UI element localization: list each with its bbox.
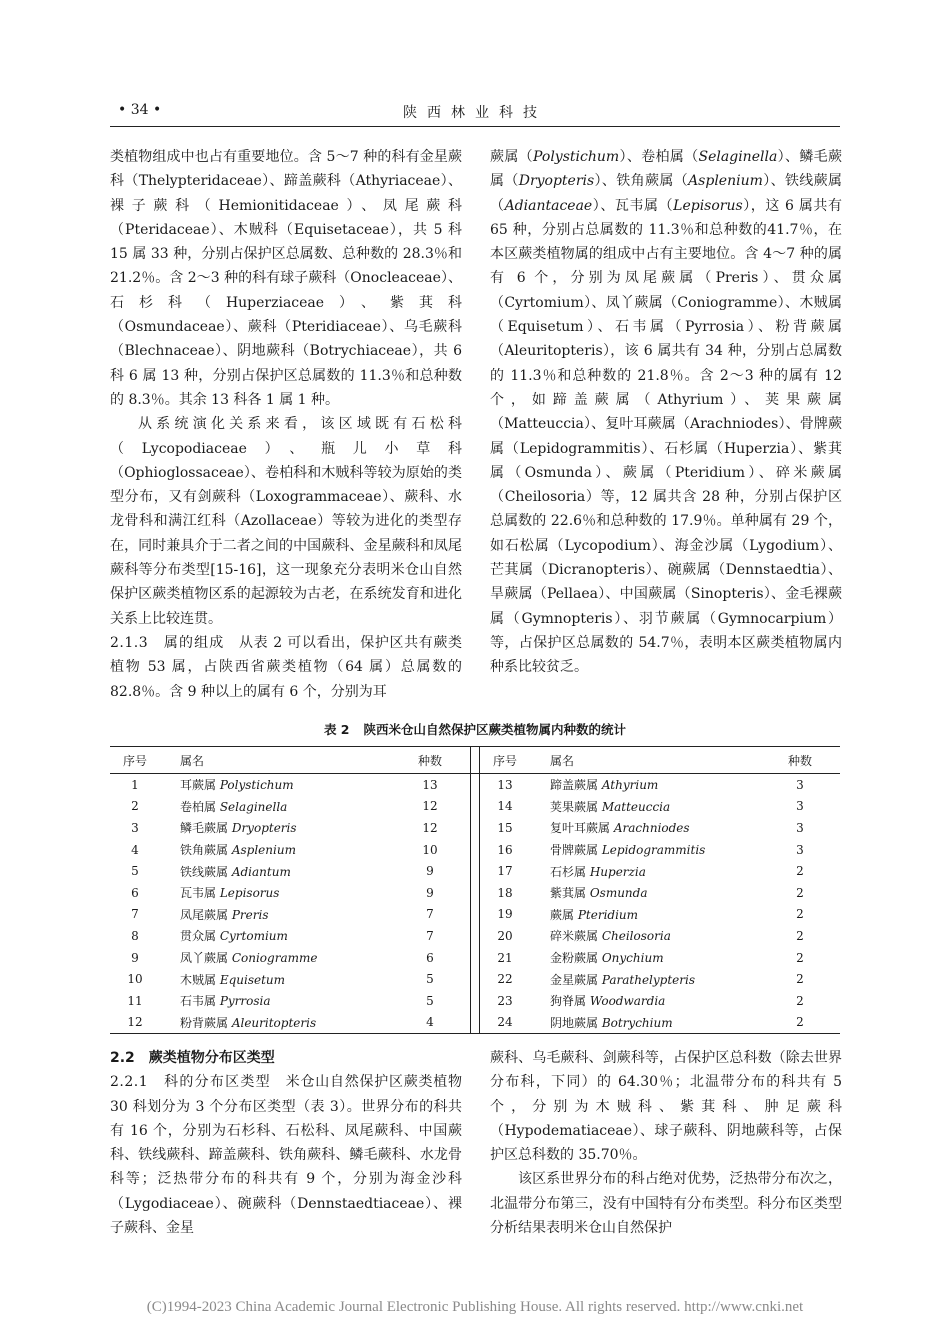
row-number: 11: [127, 993, 143, 1008]
genus-name: [530, 990, 760, 1012]
genus-chinese-name: 紫萁属: [550, 886, 590, 901]
genus-latin-name: Arachniodes: [613, 821, 690, 836]
genus-name: [160, 817, 390, 839]
genus-name: [160, 968, 390, 990]
genus-latin-name: Adiantum: [231, 864, 291, 879]
row-number: 4: [131, 842, 139, 857]
table-row: [110, 774, 840, 796]
genus-name: [160, 904, 390, 926]
species-count: 4: [426, 1015, 434, 1030]
genus-name: [530, 925, 760, 947]
genus-chinese-name: 石韦属: [180, 994, 220, 1009]
species-count: 7: [426, 928, 434, 943]
genus-latin-name: Coniogramme: [231, 951, 318, 966]
genus-latin-name: Polystichum: [219, 778, 294, 793]
paragraph-family-distribution: 2.2.1 科的分布区类型 米仓山自然保护区蕨类植物 30 科划分为 3 个分布区类型（表 3）。世界分布的科共有 16 个，分别为石杉科、石松科、凤尾蕨科、中国蕨科、铁线蕨科、蹄盖蕨科、铁角蕨科、鳞毛蕨科、水龙骨科等；泛热带分布的科共有 9 个，分别为海金沙科（Lygodiaceae）、碗蕨科（Dennstaedtiaceae）、裸子蕨科、金星: [110, 1074, 463, 1237]
genus-latin-name: Equisetum: [219, 972, 286, 987]
genus-latin-name: Preris: [231, 907, 269, 922]
genus-chinese-name: 石杉属: [550, 864, 590, 879]
row-number: 1: [131, 777, 139, 792]
species-count: 7: [426, 907, 434, 922]
row-number: 6: [131, 885, 139, 900]
genus-chinese-name: 狗脊属: [550, 994, 590, 1009]
row-number: 21: [497, 950, 513, 965]
table-divider: [471, 947, 480, 969]
table-divider: [471, 1012, 480, 1034]
species-count: 3: [796, 820, 804, 835]
genus-latin-name: Woodwardia: [589, 994, 666, 1009]
genus-chinese-name: 蕨属: [550, 907, 578, 922]
table-header-row: 序号 属名 种数 序号 属名 种数: [110, 747, 840, 774]
genus-chinese-name: 金粉蕨属: [550, 951, 602, 966]
running-header: [110, 98, 840, 124]
table-divider: [471, 774, 480, 796]
header-rule: [110, 126, 840, 127]
genus-chinese-name: 木贼属: [180, 972, 220, 987]
paragraph-distribution-summary: 该区系世界分布的科占绝对优势，泛热带分布次之，北温带分布第三，没有中国特有分布类型。科分布区类型分析结果表明米仓山自然保护: [490, 1171, 842, 1237]
genus-latin-name: Onychium: [601, 951, 664, 966]
row-number: 18: [497, 885, 513, 900]
row-number: 9: [131, 950, 139, 965]
genus-latin-name: Lepidogrammitis: [601, 843, 706, 858]
genus-name: [530, 904, 760, 926]
species-count: 5: [426, 993, 434, 1008]
left-column-bottom: [110, 1046, 462, 1240]
genus-chinese-name: 铁角蕨属: [180, 843, 232, 858]
row-number: 23: [497, 993, 513, 1008]
genus-latin-name: Osmunda: [589, 886, 648, 901]
genus-chinese-name: 金星蕨属: [550, 972, 602, 987]
species-count: 2: [796, 885, 804, 900]
species-count: 5: [426, 972, 434, 987]
genus-latin-name: Parathelypteris: [601, 972, 696, 987]
table-label: 表 2: [323, 722, 350, 737]
species-count: 2: [796, 907, 804, 922]
left-column-top: [110, 145, 462, 704]
paragraph-genus-continued: 蕨属（Polystichum）、卷柏属（Selaginella）、鳞毛蕨属（Dryopteris）、铁角蕨属（Asplenium）、铁线蕨属（Adiantaceae）、瓦韦属（Lepisorus），这 6 属共有 65 种，分别占总属数的 11.3％和总种数的41.7％，在本区蕨类植物属的组成中占有主要地位。含 4～7 种的属有 6 个，分别为凤尾蕨属（Preris）、贯众属（Cyrtomium）、凤丫蕨属（Coniogramme）、木贼属（Equisetum）、石韦属（Pyrrosia）、粉背蕨属（Aleuritopteris），该 6 属共有 34 种，分别占总属数的 11.3％和总种数的 21.8％。含 2～3 种的属有 12 个，如蹄盖蕨属（Athyrium）、荚果蕨属（Matteuccia）、复叶耳蕨属（Arachniodes）、骨牌蕨属（Lepidogrammitis）、石杉属（Huperzia）、紫萁属（Osmunda）、蕨属（Pteridium）、碎米蕨属（Cheilosoria）等，12 属共含 28 种，分别占保护区总属数的 22.6％和总种数的 17.9％。单种属有 29 个，如石松属（Lycopodium）、海金沙属（Lygodium）、芒萁属（Dicranopteris）、碗蕨属（Dennstaedtia）、旱蕨属（Pellaea）、中国蕨属（Sinopteris）、金毛裸蕨属（Gymnopteris）、羽节蕨属（Gymnocarpium）等，占保护区总属数的 54.7％，表明本区蕨类植物属内种系比较贫乏。: [490, 149, 843, 676]
table-title: 陕西米仓山自然保护区蕨类植物属内种数的统计: [363, 722, 627, 737]
genus-chinese-name: 骨牌蕨属: [550, 843, 602, 858]
genus-name: [530, 947, 760, 969]
journal-title: 陕西林业科技: [403, 105, 547, 121]
species-count: 10: [422, 842, 438, 857]
genus-chinese-name: 蹄盖蕨属: [550, 778, 602, 793]
genus-name: [530, 796, 760, 818]
genus-latin-name: Aleuritopteris: [231, 1015, 317, 1030]
row-number: 24: [497, 1015, 513, 1030]
table-row: [110, 860, 840, 882]
genus-chinese-name: 鳞毛蕨属: [180, 821, 232, 836]
genus-latin-name: Huperzia: [589, 864, 646, 879]
genus-name: [160, 796, 390, 818]
table-row: [110, 947, 840, 969]
genus-latin-name: Pteridium: [577, 907, 639, 922]
genus-latin-name: Asplenium: [231, 843, 296, 858]
genus-chinese-name: 铁线蕨属: [180, 864, 232, 879]
page-number: • 34 •: [118, 102, 162, 118]
species-count: 2: [796, 950, 804, 965]
genus-latin-name: Cheilosoria: [601, 929, 671, 944]
species-count: 2: [796, 1015, 804, 1030]
table-row: [110, 990, 840, 1012]
genus-latin-name: Cyrtomium: [219, 929, 288, 944]
genus-species-table: [110, 746, 840, 1034]
table-divider: [471, 796, 480, 818]
genus-chinese-name: 凤丫蕨属: [180, 951, 232, 966]
genus-chinese-name: 复叶耳蕨属: [550, 821, 614, 836]
right-column-top: [490, 145, 842, 680]
genus-chinese-name: 粉背蕨属: [180, 1015, 232, 1030]
genus-name: [530, 774, 760, 796]
row-number: 8: [131, 928, 139, 943]
row-number: 22: [497, 972, 513, 987]
species-count: 13: [422, 777, 438, 792]
table-divider: [471, 817, 480, 839]
genus-latin-name: Athyrium: [601, 778, 659, 793]
subsection-heading-2-1-3: 2.1.3 属的组成: [110, 634, 225, 651]
subsection-heading-2-2-1: 2.2.1 科的分布区类型: [110, 1074, 271, 1091]
paragraph-distribution-continued: 蕨科、乌毛蕨科、剑蕨科等，占保护区总科数（除去世界分布科，下同）的 64.30％；北温带分布的科共有 5 个，分别为木贼科、紫萁科、肿足蕨科（Hypodematiaceae）、球子蕨科、阴地蕨科等，占保护区总科数的 35.70％。: [490, 1050, 842, 1164]
genus-composition-text: 从表 2 可以看出，保护区共有蕨类植物 53 属，占陕西省蕨类植物（64 属）总属数的 82.8％。含 9 种以上的属有 6 个，分别为耳: [110, 634, 463, 700]
table-divider: [471, 882, 480, 904]
row-number: 16: [497, 842, 513, 857]
genus-name: [530, 817, 760, 839]
species-count: 2: [796, 972, 804, 987]
genus-name: [530, 839, 760, 861]
table-row: [110, 796, 840, 818]
row-number: 20: [497, 928, 513, 943]
species-count: 2: [796, 864, 804, 879]
genus-chinese-name: 荚果蕨属: [550, 799, 602, 814]
table-divider: [471, 839, 480, 861]
table-row: [110, 839, 840, 861]
genus-chinese-name: 耳蕨属: [180, 778, 220, 793]
table-caption: [110, 720, 840, 738]
genus-name: [530, 968, 760, 990]
row-number: 13: [497, 777, 513, 792]
species-count: 6: [426, 950, 434, 965]
genus-name: [530, 860, 760, 882]
row-number: 2: [131, 799, 139, 814]
genus-name: [160, 925, 390, 947]
genus-chinese-name: 瓦韦属: [180, 886, 220, 901]
species-count: 9: [426, 864, 434, 879]
row-number: 3: [131, 820, 139, 835]
genus-latin-name: Matteuccia: [601, 799, 671, 814]
species-count: 12: [422, 799, 438, 814]
genus-latin-name: Lepisorus: [219, 886, 280, 901]
genus-chinese-name: 碎米蕨属: [550, 929, 602, 944]
row-number: 14: [497, 799, 513, 814]
genus-name: [160, 1012, 390, 1034]
species-count: 3: [796, 799, 804, 814]
genus-name: [160, 947, 390, 969]
species-count: 9: [426, 885, 434, 900]
row-number: 17: [497, 864, 513, 879]
table-row: [110, 882, 840, 904]
species-count: 2: [796, 993, 804, 1008]
genus-latin-name: Dryopteris: [231, 821, 297, 836]
paragraph-evolution: 从系统演化关系来看，该区域既有石松科（Lycopodiaceae）、瓶儿小草科（Ophioglossaceae）、卷柏科和木贼科等较为原始的类型分布，又有剑蕨科（Loxogrammaceae）、蕨科、水龙骨科和满江红科（Azollaceae）等较为进化的类型存在，同时兼具介于二者之间的中国蕨科、金星蕨科和凤尾蕨科等分布类型[15-16]，这一现象充分表明米仓山自然保护区蕨类植物区系的起源较为古老，在系统发育和进化关系上比较连贯。: [110, 416, 462, 627]
table-divider: [471, 925, 480, 947]
copyright-footer: (C)1994-2023 China Academic Journal Electronic Publishing House. All rights reserved. http://www.cnki.net: [146, 1299, 804, 1315]
genus-chinese-name: 阴地蕨属: [550, 1015, 602, 1030]
table-divider: [471, 904, 480, 926]
row-number: 7: [131, 907, 139, 922]
row-number: 10: [127, 972, 143, 987]
table-row: [110, 817, 840, 839]
genus-name: [160, 990, 390, 1012]
paragraph-family-composition: 类植物组成中也占有重要地位。含 5～7 种的科有金星蕨科（Thelypteridaceae）、蹄盖蕨科（Athyriaceae）、裸子蕨科（Hemionitidaceae）、凤尾蕨科（Pteridaceae）、木贼科（Equisetaceae），共 5 科 15 属 33 种，分别占保护区总属数、总种数的 28.3％和 21.2％。含 2～3 种的科有球子蕨科（Onocleaceae）、石杉科（Huperziaceae）、紫萁科（Osmundaceae）、蕨科（Pteridiaceae）、乌毛蕨科（Blechnaceae）、阴地蕨科（Botrychiaceae），共 6 科 6 属 13 种，分别占保护区总属数的 11.3％和总种数的 8.3％。其余 13 科各 1 属 1 种。: [110, 149, 462, 408]
table-row: [110, 1012, 840, 1034]
table-row: [110, 925, 840, 947]
row-number: 19: [497, 907, 513, 922]
section-heading-2-2: 2.2 蕨类植物分布区类型: [110, 1050, 275, 1066]
genus-chinese-name: 凤尾蕨属: [180, 907, 232, 922]
genus-name: [160, 882, 390, 904]
species-count: 2: [796, 928, 804, 943]
genus-latin-name: Selaginella: [219, 799, 288, 814]
genus-name: [160, 774, 390, 796]
row-number: 12: [127, 1015, 143, 1030]
right-column-bottom: [490, 1046, 842, 1240]
table-row: [110, 904, 840, 926]
genus-name: [160, 839, 390, 861]
genus-name: [530, 1012, 760, 1034]
genus-chinese-name: 贯众属: [180, 929, 220, 944]
paragraph-genus-composition: [110, 631, 462, 704]
genus-name: [530, 882, 760, 904]
row-number: 5: [131, 864, 139, 879]
genus-latin-name: Botrychium: [601, 1015, 673, 1030]
genus-name: [160, 860, 390, 882]
genus-chinese-name: 卷柏属: [180, 799, 220, 814]
species-count: 3: [796, 842, 804, 857]
table-divider: [471, 968, 480, 990]
species-count: 3: [796, 777, 804, 792]
genus-latin-name: Pyrrosia: [219, 994, 271, 1009]
species-count: 12: [422, 820, 438, 835]
table-divider: [471, 990, 480, 1012]
table-divider: [471, 860, 480, 882]
table-row: [110, 968, 840, 990]
row-number: 15: [497, 820, 513, 835]
